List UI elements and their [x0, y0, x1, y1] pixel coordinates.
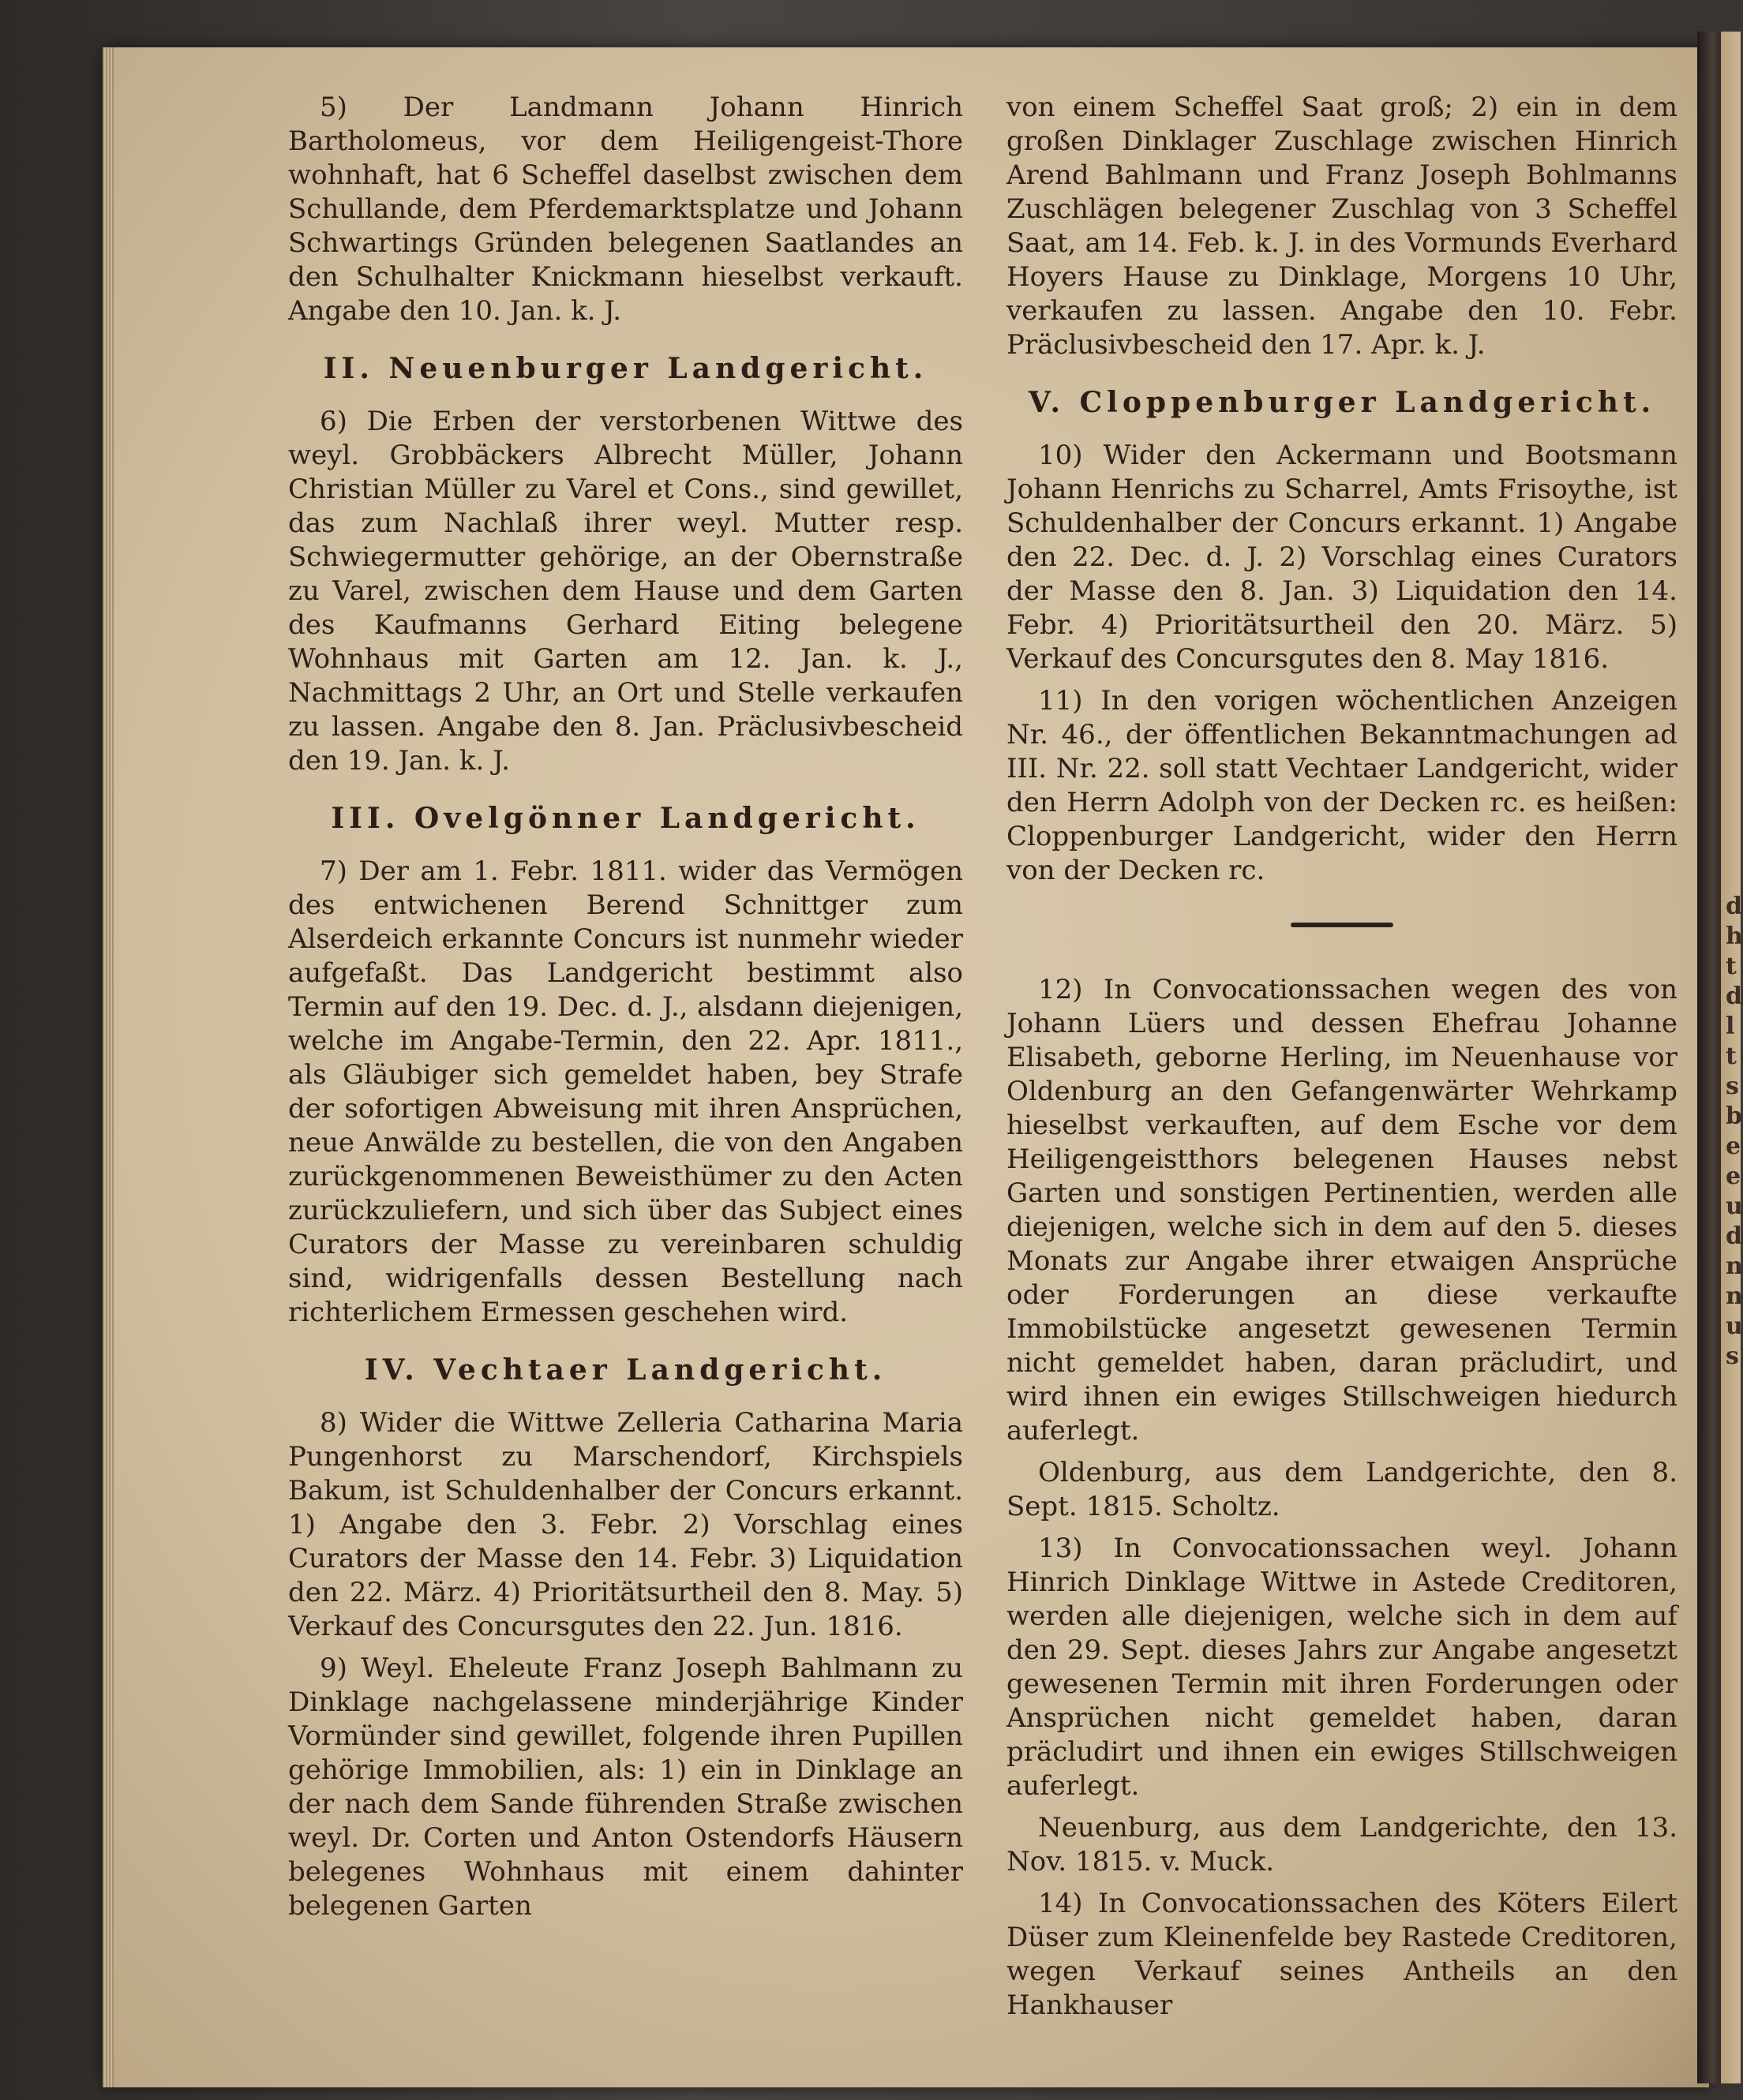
facing-letter: t	[1726, 1043, 1737, 1070]
entry-12-signature: Oldenburg, aus dem Landgerichte, den 8. Sept. 1815. Scholtz.	[1006, 1457, 1677, 1522]
facing-letter: e	[1726, 1132, 1741, 1160]
facing-letter: n	[1726, 1252, 1743, 1280]
book-gutter	[1697, 32, 1722, 2083]
entry-6: 6) Die Erben der verstorbenen Wittwe des weyl. Grobbäckers Albrecht Müller, Johann Christian Müller zu Varel et Cons., sind gewillet, das zum Nachlaß ihrer weyl. Mutter resp. Schwiegermutter gehörige, an der Obernstraße zu Varel, zwischen dem Hause und dem Garten des Kaufmanns Gerhard Eiting belegene Wohnhaus mit Garten am 12. Jan. k. J., Nachmittags 2 Uhr, an Ort und Stelle verkaufen zu lassen. Angabe den 8. Jan. Präclusivbescheid den 19. Jan. k. J.	[288, 406, 963, 777]
entry-5: 5) Der Landmann Johann Hinrich Bartholomeus, vor dem Heiligengeist-Thore wohnhaft, hat 6 Scheffel daselbst zwischen dem Schullande, dem Pferdemarktsplatze und Johann Schwartings Gründen belegenen Saatlandes an den Schulhalter Knickmann hieselbst verkauft. Angabe den 10. Jan. k. J.	[288, 92, 963, 327]
facing-letter: d	[1726, 893, 1742, 920]
facing-letter: s	[1726, 1342, 1739, 1370]
entry-12: 12) In Convocationssachen wegen des von Johann Lüers und dessen Ehefrau Johanne Elisabeth, geborne Herling, im Neuenhause vor Oldenburg an den Gefangenwärter Wehrkamp hieselbst verkauften, auf dem Esche vor dem Heiligengeistthors belegenen Hauses nebst Garten und sonstigen Pertinentien, werden alle diejenigen, welche sich in dem auf den 5. dieses Monats zur Angabe ihrer etwaigen Ansprüche oder Forderungen an diese verkaufte Immobilstücke angesetzt gewesenen Termin nicht gemeldet haben, daran präcludirt, und wird ihnen ein ewiges Stillschweigen hiedurch auferlegt.	[1006, 974, 1677, 1447]
facing-letter: d	[1726, 1222, 1742, 1250]
facing-letter: u	[1726, 1192, 1743, 1220]
entry-9-continued: von einem Scheffel Saat groß; 2) ein in dem großen Dinklager Zuschlage zwischen Hinrich Arend Bahlmann und Franz Joseph Bohlmanns Zuschlägen belegener Zuschlag von 3 Scheffel Saat, am 14. Feb. k. J. in des Vormunds Everhard Hoyers Hause zu Dinklage, Morgens 10 Uhr, verkaufen zu lassen. Angabe den 10. Febr. Präclusivbescheid den 17. Apr. k. J.	[1006, 92, 1677, 361]
entry-14: 14) In Convocationssachen des Köters Eilert Düser zum Kleinenfelde bey Rastede Creditoren, wegen Verkauf seines Antheils an den Hankhauser	[1006, 1888, 1677, 2021]
facing-letter: l	[1726, 1013, 1735, 1040]
entry-9: 9) Weyl. Eheleute Franz Joseph Bahlmann zu Dinklage nachgelassene minderjährige Kinder Vormünder sind gewillet, folgende ihren Pupillen gehörige Immobilien, als: 1) ein in Dinklage an der nach dem Sande führenden Straße zwischen weyl. Dr. Corten und Anton Ostendorfs Häusern belegenes Wohnhaus mit einem dahinter belegenen Garten	[288, 1653, 963, 1922]
facing-letter: u	[1726, 1312, 1743, 1340]
facing-page-letters	[1726, 892, 1741, 1372]
entry-10: 10) Wider den Ackermann und Bootsmann Johann Henrichs zu Scharrel, Amts Frisoythe, ist Schuldenhalber der Concurs erkannt. 1) Angabe den 22. Dec. d. J. 2) Vorschlag eines Curators der Masse den 8. Jan. 3) Liquidation den 14. Febr. 4) Prioritätsurtheil den 20. März. 5) Verkauf des Concursgutes den 8. May 1816.	[1006, 440, 1677, 675]
entry-13-signature: Neuenburg, aus dem Landgerichte, den 13. Nov. 1815. v. Muck.	[1006, 1812, 1677, 1877]
facing-letter: h	[1726, 923, 1743, 950]
facing-letter: e	[1726, 1162, 1741, 1190]
heading-vechtaer: IV. Vechtaer Landgericht.	[364, 1353, 887, 1387]
heading-neuenburger: II. Neuenburger Landgericht.	[323, 352, 928, 385]
facing-letter: b	[1726, 1102, 1742, 1130]
entry-13: 13) In Convocationssachen weyl. Johann Hinrich Dinklage Wittwe in Astede Creditoren, werden alle diejenigen, welche sich in dem auf den 29. Sept. dieses Jahrs zur Angabe angesetzt gewesenen Termin mit ihren Forderungen oder Ansprüchen nicht gemeldet haben, daran präcludirt und ihnen ein ewiges Stillschweigen auferlegt.	[1006, 1533, 1677, 1802]
heading-cloppenburger: V. Cloppenburger Landgericht.	[1028, 386, 1656, 419]
entry-8: 8) Wider die Wittwe Zelleria Catharina Maria Pungenhorst zu Marschendorf, Kirchspiels Bakum, ist Schuldenhalber der Concurs erkannt. 1) Angabe den 3. Febr. 2) Vorschlag eines Curators der Masse den 14. Febr. 3) Liquidation den 22. März. 4) Prioritätsurtheil den 8. May. 5) Verkauf des Concursgutes den 22. Jun. 1816.	[288, 1407, 963, 1642]
section-divider	[1291, 923, 1393, 927]
facing-letter: s	[1726, 1072, 1739, 1100]
facing-letter: n	[1726, 1282, 1743, 1310]
right-column	[1006, 91, 1677, 2031]
facing-letter: t	[1726, 953, 1737, 980]
facing-letter: d	[1726, 983, 1742, 1010]
entry-7: 7) Der am 1. Febr. 1811. wider das Vermögen des entwichenen Berend Schnittger zum Alserdeich erkannte Concurs ist nunmehr wieder aufgefaßt. Das Landgericht bestimmt also Termin auf den 19. Dec. d. J., alsdann diejenigen, welche im Angabe-Termin, den 22. Apr. 1811., als Gläubiger sich gemeldet haben, bey Strafe der sofortigen Abweisung mit ihren Ansprüchen, neue Anwälde zu bestellen, die von den Angaben zurückgenommenen Beweisthümer zu den Acten zurückzuliefern, und sich über das Subject eines Curators der Masse zu vereinbaren schuldig sind, widrigenfalls dessen Bestellung nach richterlichem Ermessen geschehen wird.	[288, 855, 963, 1328]
entry-11: 11) In den vorigen wöchentlichen Anzeigen Nr. 46., der öffentlichen Bekanntmachungen ad III. Nr. 22. soll statt Vechtaer Landgericht, wider den Herrn Adolph von der Decken rc. es heißen: Cloppenburger Landgericht, wider den Herrn von der Decken rc.	[1006, 685, 1677, 886]
heading-ovelgoenner: III. Ovelgönner Landgericht.	[331, 802, 920, 835]
left-column	[288, 91, 963, 1931]
